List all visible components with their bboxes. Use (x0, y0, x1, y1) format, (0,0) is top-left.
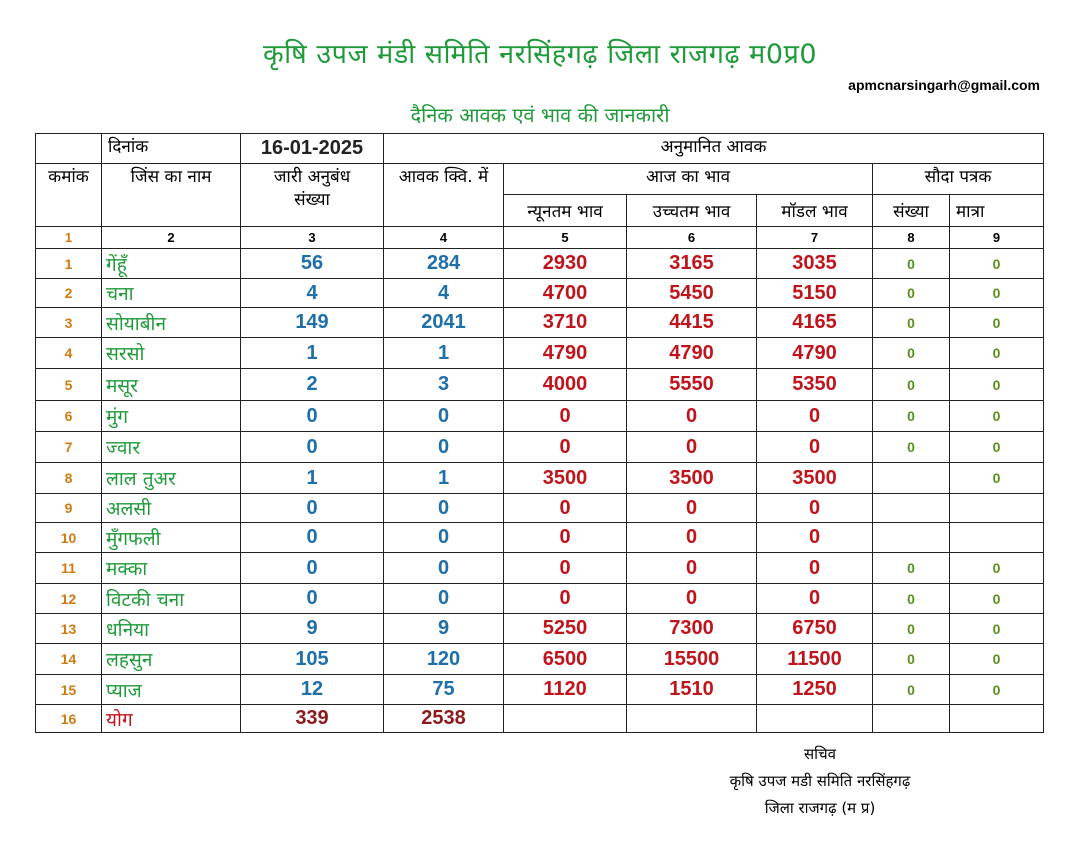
commodity-name: प्याज (102, 675, 241, 705)
table-row (36, 675, 1044, 705)
deal-quantity-cell: 0 (950, 249, 1044, 279)
deal-quantity-cell (950, 494, 1044, 523)
min-price-cell: 0 (504, 553, 627, 584)
arrival-cell: 1 (384, 338, 504, 369)
deal-quantity-cell: 0 (950, 463, 1044, 494)
max-price-cell: 5550 (627, 369, 757, 401)
price-table (35, 133, 1044, 733)
modal-price-cell: 6750 (757, 614, 873, 644)
min-price-header: न्यूनतम भाव (504, 195, 627, 227)
commodity-name: अलसी (102, 494, 241, 523)
deal-count-cell (873, 494, 950, 523)
table-row (36, 614, 1044, 644)
deal-count-cell (873, 463, 950, 494)
empty-cell (757, 705, 873, 733)
total-label: योग (102, 705, 241, 733)
modal-price-cell: 0 (757, 494, 873, 523)
commodity-name: मसूर (102, 369, 241, 401)
min-price-cell: 3710 (504, 308, 627, 338)
serial-cell: 14 (36, 644, 102, 675)
table-row (36, 494, 1044, 523)
serial-cell: 6 (36, 401, 102, 432)
max-price-cell: 3500 (627, 463, 757, 494)
col-number-5: 5 (504, 227, 627, 249)
arrival-cell: 0 (384, 432, 504, 463)
col-number-6: 6 (627, 227, 757, 249)
contracts-header-line2: संख्या (294, 190, 330, 210)
header-row-1 (36, 134, 1044, 164)
serial-cell: 7 (36, 432, 102, 463)
max-price-cell: 1510 (627, 675, 757, 705)
modal-price-cell: 0 (757, 401, 873, 432)
max-price-cell: 15500 (627, 644, 757, 675)
contracts-cell: 105 (241, 644, 384, 675)
commodity-name: सोयाबीन (102, 308, 241, 338)
empty-cell (504, 705, 627, 733)
modal-price-cell: 3035 (757, 249, 873, 279)
date-label: दिनांक (102, 134, 241, 164)
contracts-cell: 56 (241, 249, 384, 279)
total-row (36, 705, 1044, 733)
arrival-cell: 0 (384, 523, 504, 553)
modal-price-cell: 0 (757, 523, 873, 553)
deal-count-cell: 0 (873, 614, 950, 644)
commodity-name: मुंग (102, 401, 241, 432)
table-row (36, 463, 1044, 494)
total-serial: 16 (36, 705, 102, 733)
deal-quantity-cell (950, 523, 1044, 553)
commodity-header: जिंस का नाम (102, 164, 241, 227)
max-price-cell: 4415 (627, 308, 757, 338)
deal-quantity-cell: 0 (950, 308, 1044, 338)
modal-price-cell: 4165 (757, 308, 873, 338)
min-price-cell: 5250 (504, 614, 627, 644)
deal-quantity-cell: 0 (950, 338, 1044, 369)
max-price-cell: 5450 (627, 279, 757, 308)
contracts-cell: 0 (241, 584, 384, 614)
deal-quantity-cell: 0 (950, 279, 1044, 308)
max-price-cell: 0 (627, 553, 757, 584)
commodity-name: ज्वार (102, 432, 241, 463)
table-row (36, 523, 1044, 553)
serial-cell: 15 (36, 675, 102, 705)
arrival-cell: 0 (384, 584, 504, 614)
contracts-cell: 0 (241, 432, 384, 463)
empty-cell (627, 705, 757, 733)
serial-cell: 4 (36, 338, 102, 369)
min-price-cell: 0 (504, 584, 627, 614)
min-price-cell: 4000 (504, 369, 627, 401)
serial-cell: 11 (36, 553, 102, 584)
deal-count-cell: 0 (873, 279, 950, 308)
min-price-cell: 3500 (504, 463, 627, 494)
col-number-8: 8 (873, 227, 950, 249)
table-row (36, 432, 1044, 463)
arrival-cell: 284 (384, 249, 504, 279)
min-price-cell: 1120 (504, 675, 627, 705)
serial-cell: 10 (36, 523, 102, 553)
arrival-cell: 0 (384, 494, 504, 523)
modal-price-cell: 3500 (757, 463, 873, 494)
count-header: संख्या (873, 195, 950, 227)
page-subtitle: दैनिक आवक एवं भाव की जानकारी (410, 103, 670, 127)
col-number-1: 1 (36, 227, 102, 249)
contact-email: apmcnarsingarh@gmail.com (848, 77, 1040, 93)
deal-count-cell: 0 (873, 675, 950, 705)
contracts-cell: 9 (241, 614, 384, 644)
deal-count-cell: 0 (873, 369, 950, 401)
arrival-cell: 75 (384, 675, 504, 705)
deal-count-cell: 0 (873, 644, 950, 675)
col-number-7: 7 (757, 227, 873, 249)
min-price-cell: 6500 (504, 644, 627, 675)
deal-count-cell: 0 (873, 308, 950, 338)
table-row (36, 644, 1044, 675)
date-value: 16-01-2025 (241, 134, 384, 164)
serial-cell: 12 (36, 584, 102, 614)
quantity-header: मात्रा (950, 195, 1044, 227)
col-number-9: 9 (950, 227, 1044, 249)
serial-cell: 8 (36, 463, 102, 494)
modal-price-cell: 1250 (757, 675, 873, 705)
table-row (36, 249, 1044, 279)
header-row-2 (36, 164, 1044, 195)
min-price-cell: 0 (504, 494, 627, 523)
max-price-cell: 0 (627, 523, 757, 553)
table-row (36, 338, 1044, 369)
commodity-name: चना (102, 279, 241, 308)
deal-quantity-cell: 0 (950, 584, 1044, 614)
total-arrival: 2538 (384, 705, 504, 733)
deal-quantity-cell: 0 (950, 401, 1044, 432)
min-price-cell: 4790 (504, 338, 627, 369)
col-number-2: 2 (102, 227, 241, 249)
arrival-cell: 1 (384, 463, 504, 494)
serial-cell: 2 (36, 279, 102, 308)
serial-header: कमांक (36, 164, 102, 227)
arrival-cell: 0 (384, 553, 504, 584)
serial-cell: 3 (36, 308, 102, 338)
table-row (36, 308, 1044, 338)
signature-district: जिला राजगढ़ (म प्र) (764, 799, 876, 817)
deal-quantity-cell: 0 (950, 553, 1044, 584)
col-number-3: 3 (241, 227, 384, 249)
contracts-cell: 4 (241, 279, 384, 308)
deal-count-cell: 0 (873, 432, 950, 463)
signature-title: सचिव (804, 745, 836, 763)
contracts-cell: 12 (241, 675, 384, 705)
commodity-name: विटकी चना (102, 584, 241, 614)
contracts-cell: 1 (241, 338, 384, 369)
arrival-cell: 0 (384, 401, 504, 432)
modal-price-cell: 5350 (757, 369, 873, 401)
serial-cell: 1 (36, 249, 102, 279)
deal-header: सौदा पत्रक (873, 164, 1044, 195)
contracts-cell: 0 (241, 494, 384, 523)
today-price-header: आज का भाव (504, 164, 873, 195)
max-price-header: उच्चतम भाव (627, 195, 757, 227)
signature-office: कृषि उपज मडी समिति नरसिंहगढ़ (729, 772, 911, 790)
table-row (36, 401, 1044, 432)
deal-count-cell: 0 (873, 338, 950, 369)
deal-quantity-cell: 0 (950, 675, 1044, 705)
contracts-cell: 2 (241, 369, 384, 401)
table-row (36, 369, 1044, 401)
empty-cell (950, 705, 1044, 733)
table-row (36, 553, 1044, 584)
estimated-arrival-header: अनुमानित आवक (384, 134, 1044, 164)
arrival-header: आवक क्वि. में (384, 164, 504, 227)
contracts-cell: 0 (241, 523, 384, 553)
arrival-cell: 9 (384, 614, 504, 644)
table-row (36, 279, 1044, 308)
commodity-name: मुँगफली (102, 523, 241, 553)
deal-count-cell: 0 (873, 553, 950, 584)
max-price-cell: 0 (627, 432, 757, 463)
commodity-name: मक्का (102, 553, 241, 584)
commodity-name: धनिया (102, 614, 241, 644)
contracts-header-line1: जारी अनुबंध (273, 167, 351, 187)
min-price-cell: 4700 (504, 279, 627, 308)
arrival-cell: 2041 (384, 308, 504, 338)
deal-count-cell (873, 523, 950, 553)
modal-price-cell: 11500 (757, 644, 873, 675)
min-price-cell: 0 (504, 523, 627, 553)
modal-price-cell: 0 (757, 584, 873, 614)
serial-cell: 9 (36, 494, 102, 523)
max-price-cell: 0 (627, 584, 757, 614)
min-price-cell: 2930 (504, 249, 627, 279)
contracts-header (241, 164, 384, 227)
max-price-cell: 7300 (627, 614, 757, 644)
modal-price-cell: 0 (757, 432, 873, 463)
deal-count-cell: 0 (873, 401, 950, 432)
contracts-cell: 149 (241, 308, 384, 338)
contracts-cell: 0 (241, 401, 384, 432)
modal-price-cell: 5150 (757, 279, 873, 308)
contracts-cell: 1 (241, 463, 384, 494)
col-number-4: 4 (384, 227, 504, 249)
total-contracts: 339 (241, 705, 384, 733)
deal-quantity-cell: 0 (950, 369, 1044, 401)
min-price-cell: 0 (504, 401, 627, 432)
max-price-cell: 3165 (627, 249, 757, 279)
modal-price-cell: 4790 (757, 338, 873, 369)
empty-cell (873, 705, 950, 733)
arrival-cell: 4 (384, 279, 504, 308)
modal-price-header: मॉडल भाव (757, 195, 873, 227)
serial-cell: 13 (36, 614, 102, 644)
min-price-cell: 0 (504, 432, 627, 463)
commodity-name: सरसो (102, 338, 241, 369)
deal-count-cell: 0 (873, 584, 950, 614)
max-price-cell: 0 (627, 494, 757, 523)
commodity-name: लहसुन (102, 644, 241, 675)
deal-quantity-cell: 0 (950, 614, 1044, 644)
deal-quantity-cell: 0 (950, 644, 1044, 675)
serial-cell: 5 (36, 369, 102, 401)
modal-price-cell: 0 (757, 553, 873, 584)
arrival-cell: 120 (384, 644, 504, 675)
deal-quantity-cell: 0 (950, 432, 1044, 463)
commodity-name: लाल तुअर (102, 463, 241, 494)
page-title: कृषि उपज मंडी समिति नरसिंहगढ़ जिला राजगढ़ म0प्र0 (262, 39, 818, 70)
max-price-cell: 0 (627, 401, 757, 432)
max-price-cell: 4790 (627, 338, 757, 369)
commodity-name: गेंहूँ (102, 249, 241, 279)
table-row (36, 584, 1044, 614)
column-number-row (36, 227, 1044, 249)
arrival-cell: 3 (384, 369, 504, 401)
deal-count-cell: 0 (873, 249, 950, 279)
contracts-cell: 0 (241, 553, 384, 584)
